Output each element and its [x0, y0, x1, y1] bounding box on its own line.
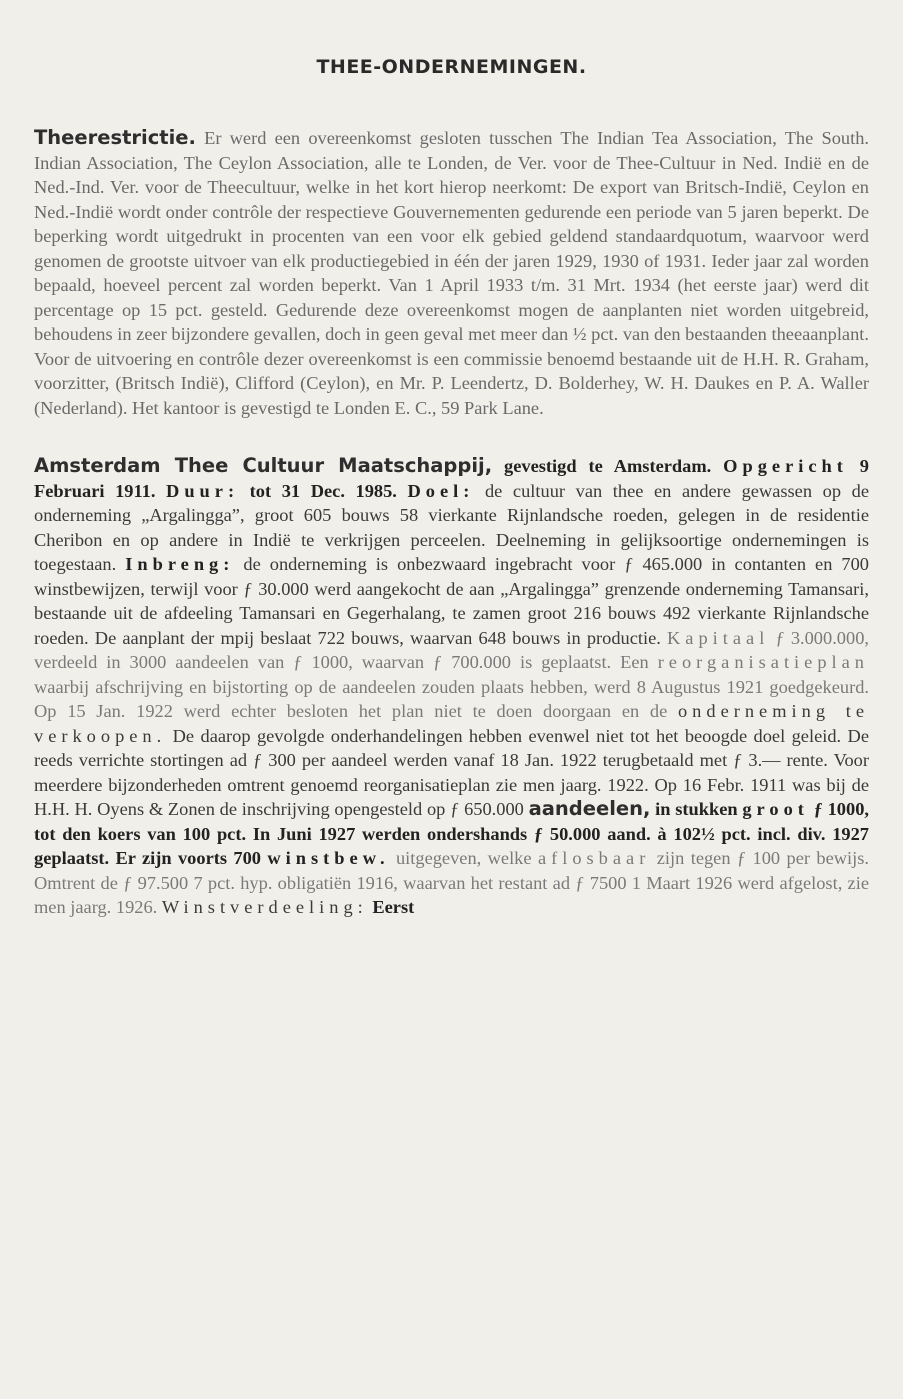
text-run: tot 31 Dec. 1985.: [239, 480, 408, 501]
text-run: in stukken: [650, 799, 743, 819]
text-run: de onderneming is onbezwaard ingebracht voor ƒ 465.000 in contanten en 700 winstbewijzen, terwijl voor ƒ 30.000 werd aangekocht de aan „Argalingga” grenzende onderneming Tamansari, bestaande uit de afdeeling Tamansari en Gegerhalang, te zamen groot 216 bouws 492 vierkante Rijnlandsche roeden. De aanplant der mpij beslaat 722 bouws, waarvan 648 bouws in productie.: [34, 554, 869, 648]
text-run: 9 Februari 1911.: [34, 456, 869, 501]
keyword-groot: groot: [742, 799, 809, 819]
keyword-doel: Doel:: [407, 480, 475, 501]
text-run: Eerst: [367, 897, 415, 917]
text-run: De daarop gevolgde onderhandelingen hebben evenwel niet tot het beoogde doel geleid. De reeds verrichte stortingen ad ƒ 300 per aandeel werden vanaf 18 Jan. 1922 terugbetaald met ƒ 3.— rente. Voor meerdere bijzonderheden omtrent genoemd reorganisatieplan zie men jaarg. 1922. Op 16 Febr. 1911 was bij de H.H. H. Oyens & Zonen de inschrijving opengesteld op ƒ 650.000: [34, 725, 869, 819]
keyword-aflosbaar: aflosbaar: [537, 848, 651, 868]
paragraph-amsterdam-thee: [34, 454, 869, 920]
text-run: de cultuur van thee en andere gewassen op de onderneming „Argalingga”, groot 605 bouws 58 vierkante Rijnlandsche roeden, gelegen in de residentie Cheribon en op andere in Indië te verkrijgen perceelen. Deelneming in gelijksoortige ondernemingen is toegestaan.: [34, 480, 869, 574]
keyword-duur: Duur:: [166, 480, 240, 501]
paragraph-body: Er werd een overeenkomst gesloten tusschen The Indian Tea Association, The South. Indian Association, The Ceylon Association, alle te Londen, de Ver. voor de Thee-Cultuur in Ned. Indië en de Ned.-Ind. Ver. voor de Theecultuur, welke in het kort hierop neerkomt: De export van Britsch-Indië, Ceylon en Ned.-Indië wordt onder contrôle der respectieve Gouvernementen gedurende een periode van 5 jaren beperkt. De beperking wordt uitgedrukt in procenten van een voor elk gebied geldend standaardquotum, waarvoor werd genomen de grootste uitvoer van elk productiegebied in één der jaren 1929, 1930 of 1931. Ieder jaar zal worden bepaald, hoeveel percent zal worden beperkt. Van 1 April 1933 t/m. 31 Mrt. 1934 (het eerste jaar) werd dit percentage op 15 pct. gesteld. Gedurende deze overeenkomst mogen de aanplanten niet worden uitgebreid, behoudens in zeer bijzondere gevallen, doch in geen geval met meer dan ½ pct. van den bestaanden theeaanplant. Voor de uitvoering en contrôle dezer overeenkomst is een commissie benoemd bestaande uit de H.H. R. Graham, voorzitter, (Britsch Indië), Clifford (Ceylon), en Mr. P. Leendertz, D. Bolderhey, W. H. Daukes en P. A. Waller (Nederland). Het kantoor is gevestigd te Londen E. C., 59 Park Lane.: [34, 128, 869, 418]
text-run: uitgegeven, welke: [389, 848, 538, 868]
text-run: gevestigd te Amsterdam.: [492, 456, 724, 476]
keyword-winstverdeeling: Winstverdeeling:: [161, 897, 368, 917]
keyword-opgericht: Opgericht: [723, 456, 848, 476]
keyword-kapitaal: Kapitaal: [667, 627, 770, 648]
keyword-winstbew: winstbew.: [267, 848, 390, 868]
page-title: THEE-ONDERNEMINGEN.: [316, 56, 587, 78]
text-run: ƒ 3.000.000, verdeeld in 3000 aandeelen van ƒ 1000, waarvan ƒ 700.000 is geplaatst. Een: [34, 627, 869, 672]
text-run: waarbij afschrijving en bijstorting op de aandeelen zouden plaats hebben, werd 8 Augustus 1921 goedgekeurd. Op 15 Jan. 1922 werd echter besloten het plan niet te doen doorgaan en de: [34, 676, 869, 721]
section-heading-theerestrictie: Theerestrictie.: [34, 126, 196, 149]
paragraph-theerestrictie: [34, 126, 869, 420]
keyword-reorganisatieplan: reorganisatieplan: [657, 652, 869, 672]
text-run: ƒ 1000, tot den koers van 100 pct. In Juni 1927 werden ondershands ƒ 50.000 aand. à 102½ pct. incl. div. 1927 geplaatst. Er zijn voorts 700: [34, 799, 869, 868]
text-run: zijn tegen ƒ 100 per bewijs. Omtrent de ƒ 97.500 7 pct. hyp. obligatiën 1916, waarvan het restant ad ƒ 7500 1 Maart 1926 werd afgelost, zie men jaarg. 1926.: [34, 848, 869, 917]
keyword-aandeelen: aandeelen,: [528, 797, 651, 820]
keyword-onderneming-te-verkoopen: onderneming te verkoopen.: [34, 701, 870, 746]
section-heading-amsterdam-thee: Amsterdam Thee Cultuur Maatschappij,: [34, 454, 493, 477]
keyword-inbreng: Inbreng:: [125, 554, 235, 574]
